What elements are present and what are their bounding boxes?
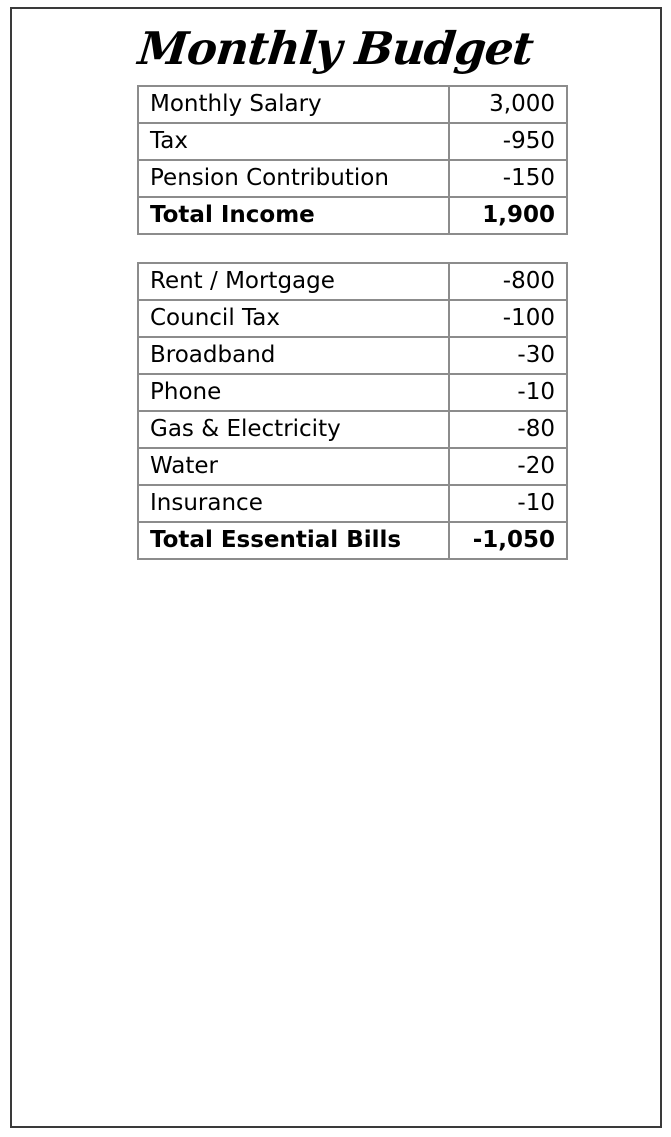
table-row [138,160,567,197]
table-row [138,448,567,485]
total-income-label: Total Income [138,197,449,234]
essential-bills-table [137,262,568,560]
income-table [137,85,568,235]
table-row [138,86,567,123]
page-title: Monthly Budget [135,22,536,75]
table-row [138,263,567,300]
table-row [138,374,567,411]
table-row [138,300,567,337]
row-label: Water [138,448,449,485]
row-label: Pension Contribution [138,160,449,197]
row-label: Gas & Electricity [138,411,449,448]
total-essential-bills-label: Total Essential Bills [138,522,449,559]
row-value: -20 [449,448,567,485]
table-row [138,411,567,448]
row-label: Phone [138,374,449,411]
row-value: -950 [449,123,567,160]
total-income-row [138,197,567,234]
row-value: -80 [449,411,567,448]
row-label: Council Tax [138,300,449,337]
row-label: Tax [138,123,449,160]
row-label: Rent / Mortgage [138,263,449,300]
total-essential-bills-row [138,522,567,559]
total-income-value: 1,900 [449,197,567,234]
row-value: 3,000 [449,86,567,123]
row-value: -150 [449,160,567,197]
row-value: -800 [449,263,567,300]
row-value: -10 [449,485,567,522]
row-value: -10 [449,374,567,411]
table-row [138,123,567,160]
row-label: Monthly Salary [138,86,449,123]
table-row [138,485,567,522]
row-value: -30 [449,337,567,374]
row-value: -100 [449,300,567,337]
table-row [138,337,567,374]
total-essential-bills-value: -1,050 [449,522,567,559]
row-label: Broadband [138,337,449,374]
row-label: Insurance [138,485,449,522]
